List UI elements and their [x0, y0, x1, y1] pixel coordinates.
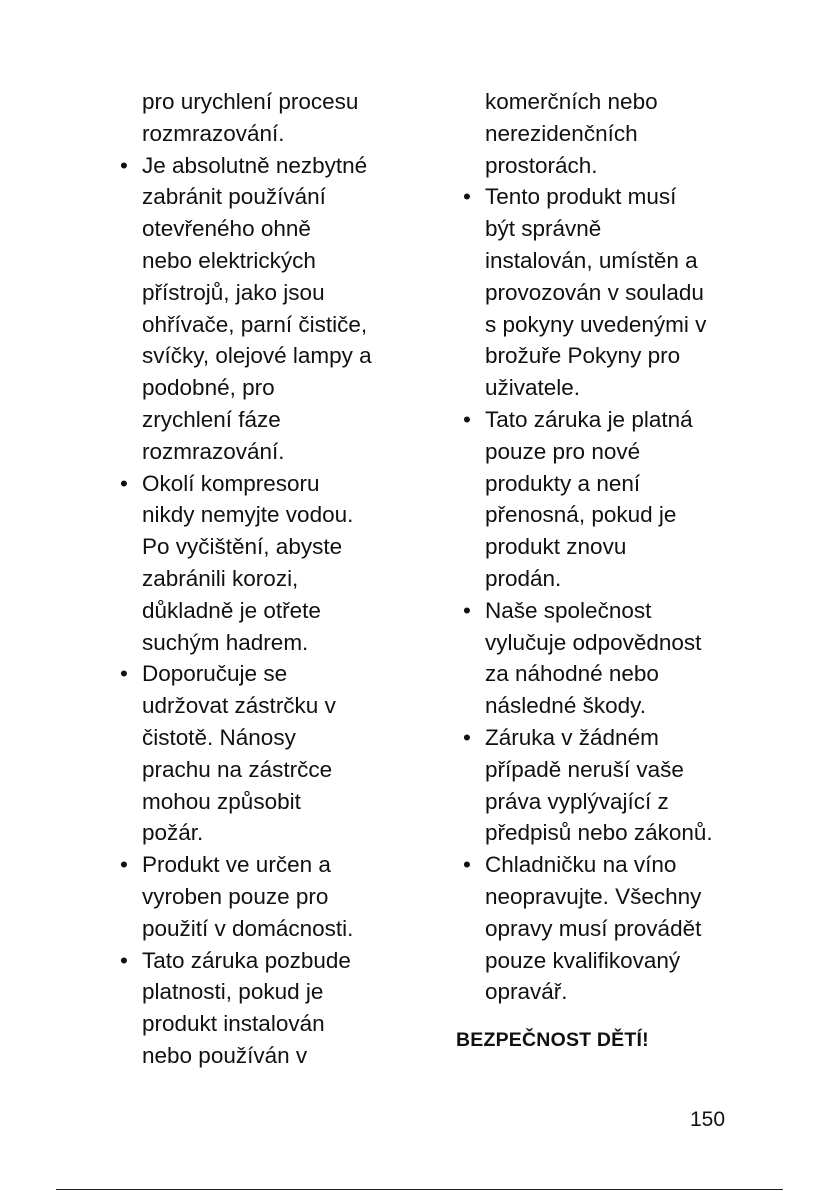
text-line: komerčních nebo	[485, 89, 658, 114]
text-line: Záruka v žádném	[485, 724, 659, 750]
text-line: prachu na zástrčce	[142, 756, 333, 782]
bullet-icon: •	[120, 947, 128, 973]
text-line: suchým hadrem.	[142, 629, 309, 655]
text-line: produkt instalován	[142, 1011, 325, 1037]
text-line: mohou způsobit	[142, 788, 301, 814]
text-line: pouze pro nové	[485, 438, 641, 464]
text-line: být správně	[485, 216, 602, 242]
text-line: produkty a není	[485, 470, 641, 496]
text-line: platnosti, pokud je	[142, 979, 324, 1005]
text-line: zrychlení fáze	[142, 406, 281, 432]
text-line: podobné, pro	[142, 375, 275, 401]
text-line: udržovat zástrčku v	[142, 693, 336, 719]
text-line: uživatele.	[485, 375, 581, 401]
text-line: pouze kvalifikovaný	[485, 947, 681, 973]
text-line: rozmrazování.	[142, 438, 285, 464]
bullet-icon: •	[120, 470, 128, 496]
text-line: nebo používán v	[142, 1042, 308, 1068]
text-line: čistotě. Nánosy	[142, 724, 296, 750]
text-line: prostorách.	[485, 152, 598, 178]
footer-divider	[56, 1189, 783, 1190]
text-line: Okolí kompresoru	[142, 470, 320, 496]
bullet-item	[120, 150, 402, 468]
bullet-item	[463, 181, 755, 404]
text-line: provozován v souladu	[485, 279, 704, 305]
text-line: nebo elektrických	[142, 247, 316, 273]
text-line: předpisů nebo zákonů.	[485, 820, 713, 846]
text-line: s pokyny uvedenými v	[485, 311, 707, 337]
text-line: opravy musí provádět	[485, 915, 702, 941]
text-line: požár.	[142, 820, 204, 846]
text-line: následné škody.	[485, 693, 646, 719]
text-line: Tato záruka pozbude	[142, 947, 351, 973]
text-line: pro urychlení procesu	[142, 89, 359, 114]
bullet-icon: •	[463, 406, 471, 432]
text-line: práva vyplývající z	[485, 788, 669, 814]
text-line: Po vyčištění, abyste	[142, 534, 343, 560]
text-line: zabránit používání	[142, 184, 326, 210]
text-line: vylučuje odpovědnost	[485, 629, 702, 655]
left-column	[120, 86, 402, 1072]
bullet-item	[463, 595, 755, 722]
text-line: případě neruší vaše	[485, 756, 684, 782]
section-heading: BEZPEČNOST DĚTÍ!	[456, 1029, 649, 1051]
text-line: za náhodné nebo	[485, 661, 659, 687]
text-line: vyroben pouze pro	[142, 883, 329, 909]
text-line: použití v domácnosti.	[142, 915, 354, 941]
text-line: Tento produkt musí	[485, 184, 677, 210]
text-line: důkladně je otřete	[142, 597, 321, 623]
text-line: Tato záruka je platná	[485, 406, 693, 432]
page-number: 150	[690, 1108, 726, 1131]
text-line: otevřeného ohně	[142, 216, 311, 242]
bullet-icon: •	[463, 724, 471, 750]
text-line: instalován, umístěn a	[485, 247, 698, 273]
bullet-item	[120, 945, 402, 1072]
text-line: přístrojů, jako jsou	[142, 279, 325, 305]
text-line: Doporučuje se	[142, 661, 288, 687]
text-line: přenosná, pokud je	[485, 502, 677, 528]
text-line: produkt znovu	[485, 534, 627, 560]
right-column	[463, 86, 755, 1008]
text-line: zabránili korozi,	[142, 565, 299, 591]
text-line: brožuře Pokyny pro	[485, 343, 681, 369]
bullet-icon: •	[463, 852, 471, 878]
bullet-item	[120, 468, 402, 659]
text-line: rozmrazování.	[142, 120, 285, 146]
bullet-icon: •	[120, 852, 128, 878]
text-line: Je absolutně nezbytné	[142, 152, 368, 178]
text-line: opravář.	[485, 979, 568, 1005]
bullet-icon: •	[120, 661, 128, 687]
bullet-icon: •	[120, 152, 128, 178]
text-line: prodán.	[485, 565, 562, 591]
text-line: Produkt ve určen a	[142, 852, 331, 878]
text-line: svíčky, olejové lampy a	[142, 343, 372, 369]
bullet-item	[463, 404, 755, 595]
text-line: nikdy nemyjte vodou.	[142, 502, 354, 528]
bullet-item	[463, 722, 755, 849]
text-line: neopravujte. Všechny	[485, 883, 702, 909]
bullet-icon: •	[463, 184, 471, 210]
bullet-item	[120, 658, 402, 849]
bullet-item	[120, 849, 402, 944]
bullet-item	[463, 849, 755, 1008]
text-line: Chladničku na víno	[485, 852, 677, 878]
text-line: ohřívače, parní čističe,	[142, 311, 368, 337]
text-line: nerezidenčních	[485, 120, 638, 146]
bullet-icon: •	[463, 597, 471, 623]
text-line: Naše společnost	[485, 597, 652, 623]
